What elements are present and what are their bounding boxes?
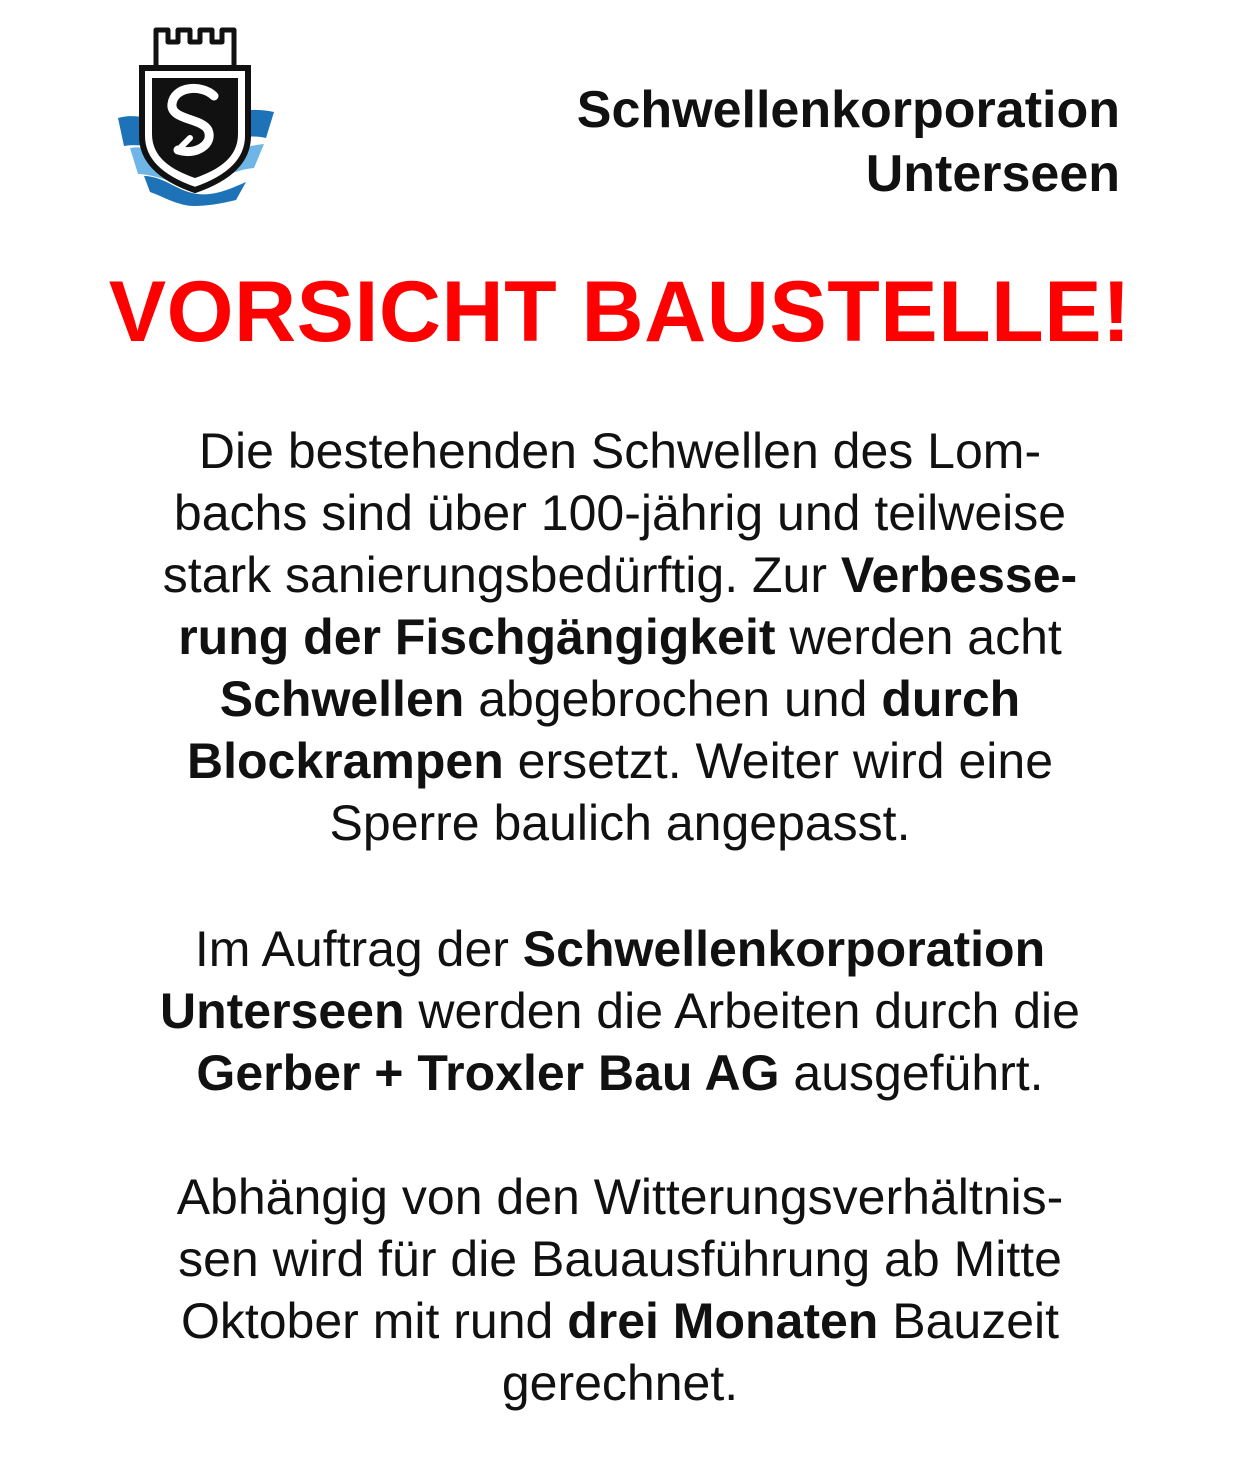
bold-segment: Verbesse-: [840, 547, 1078, 603]
organization-name-line2: Unterseen: [865, 145, 1120, 203]
project-description-paragraph: [0, 420, 1240, 854]
text-line: [0, 1290, 1240, 1352]
text-line: [0, 918, 1240, 980]
coat-of-arms-logo: [116, 26, 276, 206]
text-line: sen wird für die Bauausführung ab Mitte: [178, 1231, 1062, 1287]
text-line: Die bestehenden Schwellen des Lom-: [198, 423, 1042, 479]
text-line: [0, 1042, 1240, 1104]
text-segment: Oktober mit rund: [180, 1293, 568, 1349]
bold-segment: Gerber + Troxler Bau AG: [196, 1045, 780, 1101]
schedule-paragraph: [0, 1166, 1240, 1414]
text-segment: Im Auftrag der: [194, 921, 523, 977]
bold-segment: durch: [881, 671, 1021, 727]
organization-name-line1: Schwellenkorporation: [576, 81, 1120, 139]
text-segment: ersetzt. Weiter wird eine: [503, 733, 1054, 789]
text-line: [0, 730, 1240, 792]
bold-segment: Unterseen: [160, 983, 405, 1039]
organization-name: [577, 78, 1120, 206]
text-line: [0, 606, 1240, 668]
text-segment: stark sanierungsbedürftig. Zur: [162, 547, 841, 603]
text-segment: Bauzeit: [878, 1293, 1060, 1349]
text-line: bachs sind über 100-jährig und teilweise: [173, 485, 1067, 541]
warning-heading: VORSICHT BAUSTELLE!: [108, 264, 1132, 360]
text-segment: abgebrochen und: [464, 671, 882, 727]
bold-segment: Schwellen: [219, 671, 465, 727]
coat-of-arms-icon: [116, 26, 276, 206]
bold-segment: Blockrampen: [186, 733, 504, 789]
bold-segment: drei Monaten: [567, 1293, 879, 1349]
bold-segment: rung der Fischgängigkeit: [178, 609, 776, 665]
text-line: [0, 980, 1240, 1042]
text-segment: werden die Arbeiten durch die: [404, 983, 1080, 1039]
contractor-paragraph: [0, 918, 1240, 1104]
text-line: Sperre baulich angepasst.: [329, 795, 911, 851]
bold-segment: Schwellenkorporation: [522, 921, 1046, 977]
text-line: [0, 544, 1240, 606]
text-line: gerechnet.: [501, 1355, 739, 1411]
text-segment: werden acht: [775, 609, 1062, 665]
text-line: [0, 668, 1240, 730]
text-line: Abhängig von den Witterungsverhältnis-: [176, 1169, 1064, 1225]
text-segment: ausgeführt.: [779, 1045, 1044, 1101]
